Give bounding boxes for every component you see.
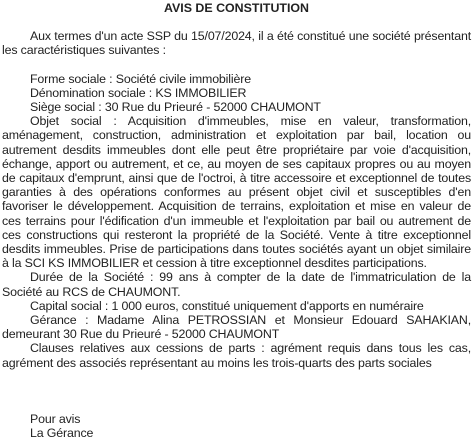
signature-line: La Gérance — [30, 426, 94, 441]
intro-paragraph: Aux termes d'un acte SSP du 15/07/2024, il a été constitué une société présentant les caractéristiques suivantes : — [2, 29, 471, 58]
signature-spacer — [2, 370, 471, 412]
duree-societe: Durée de la Société : 99 ans à compter de la date de l'immatriculation de la Société au RCS de CHAUMONT. — [2, 270, 471, 299]
denomination-sociale: Dénomination sociale : KS IMMOBILIER — [30, 85, 247, 100]
closing-line: Pour avis — [30, 411, 81, 426]
objet-social: Objet social : Acquisition d'immeubles, mise en valeur, transformation, aménagement, construction, administration et exploitation par bail, location ou autrement desdits immeubles dont elle peut être propriétaire par voie d'acquisition, échange, apport ou autrement, et ce, au moyen de ses capitaux propres ou au moyen de capitaux d'emprunt, ainsi que de l'octroi, à titre accessoire et exceptionnel de toutes garanties à des opérations conformes au présent objet civil et susceptibles d'en favoriser le développement. Acquisition de terrains, exploitation et mise en valeur de ces terrains pour l'édification d'un immeuble et l'exploitation par bail ou autrement de ces constructions qui resteront la propriété de la Société. Vente à titre exceptionnel desdits immeubles. Prise de participations dans toutes sociétés ayant un objet similaire à la SCI KS IMMOBILIER et cession à titre exceptionnel desdites participations. — [2, 114, 471, 271]
siege-social: Siège social : 30 Rue du Prieuré - 52000 CHAUMONT — [30, 100, 321, 115]
capital-social: Capital social : 1 000 euros, constitué uniquement d'apports en numéraire — [30, 298, 424, 313]
clauses-cession: Clauses relatives aux cessions de parts : agrément requis dans tous les cas, agrément des associés représentant au moins les trois-quarts des parts sociales — [2, 341, 471, 370]
forme-sociale: Forme sociale : Société civile immobilière — [30, 71, 251, 86]
gerance: Gérance : Madame Alina PETROSSIAN et Monsieur Edouard SAHAKIAN, demeurant 30 Rue du Prieuré - 52000 CHAUMONT — [2, 313, 471, 342]
notice-title: AVIS DE CONSTITUTION — [163, 1, 310, 15]
